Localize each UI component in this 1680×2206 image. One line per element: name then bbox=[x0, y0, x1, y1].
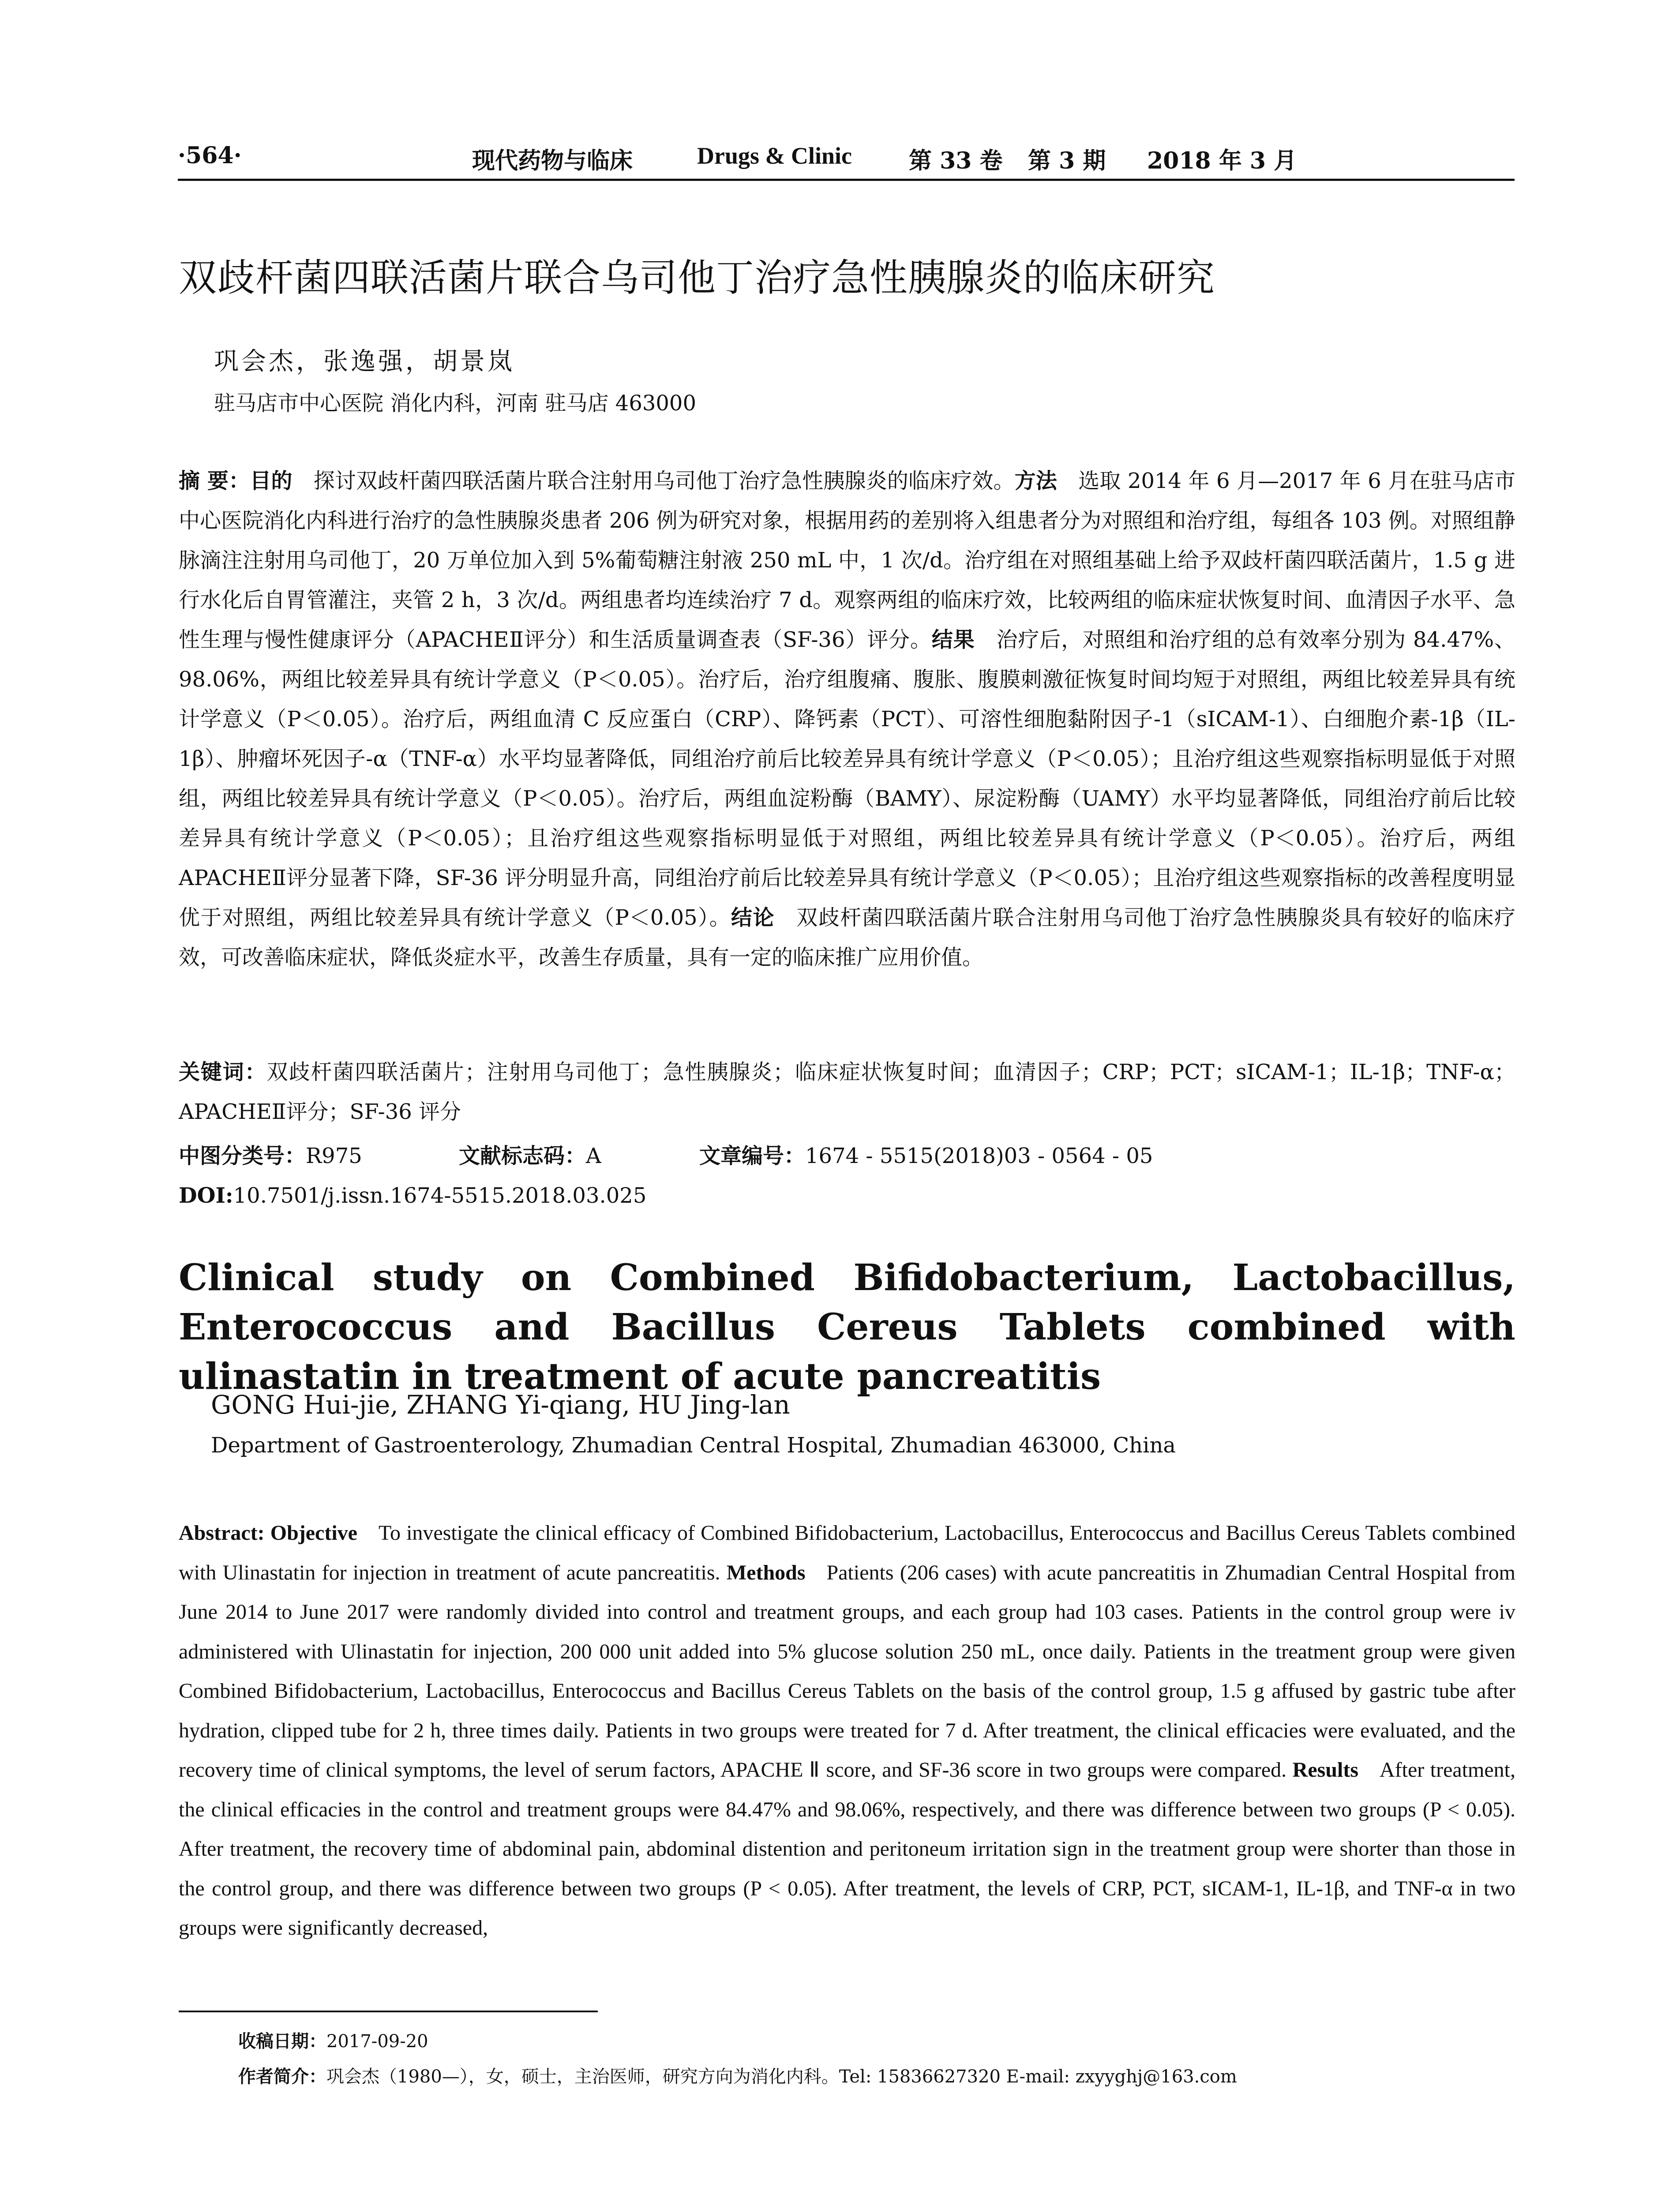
methods-label-en: Methods bbox=[726, 1561, 806, 1584]
author-bio-label: 作者简介： bbox=[238, 2067, 326, 2087]
abstract-cn-label: 摘 要： bbox=[179, 469, 250, 493]
document-code-line bbox=[459, 1136, 601, 1176]
abstract-en-label: Abstract: bbox=[179, 1521, 265, 1545]
received-date bbox=[238, 2027, 428, 2052]
keywords-text: 双歧杆菌四联活菌片；注射用乌司他丁；急性胰腺炎；临床症状恢复时间；血清因子；CRP；PCT；sICAM-1；IL-1β；TNF-α；APACHEⅡ评分；SF-36 评分 bbox=[179, 1060, 1515, 1124]
objective-label-cn: 目的 bbox=[250, 469, 292, 493]
article-number-line bbox=[699, 1136, 1153, 1176]
article-number-value: 1674 - 5515(2018)03 - 0564 - 05 bbox=[805, 1144, 1153, 1168]
abstract-cn bbox=[179, 461, 1515, 977]
document-code-label: 文献标志码： bbox=[459, 1144, 586, 1168]
methods-text-cn: 选取 2014 年 6 月—2017 年 6 月在驻马店市中心医院消化内科进行治疗的急性胰腺炎患者 206 例为研究对象，根据用药的差别将入组患者分为对照组和治疗组，每组各 103 例。对照组静脉滴注注射用乌司他丁，20 万单位加入到 5%葡萄糖注射液 250 mL 中，1 次/d。治疗组在对照组基础上给予双歧杆菌四联活菌片，1.5 g 进行水化后自胃管灌注，夹管 2 h，3 次/d。两组患者均连续治疗 7 d。观察两组的临床疗效，比较两组的临床症状恢复时间、血清因子水平、急性生理与慢性健康评分（APACHEⅡ评分）和生活质量调查表（SF-36）评分。 bbox=[179, 469, 1515, 652]
authors-en: GONG Hui-jie, ZHANG Yi-qiang, HU Jing-lan bbox=[211, 1390, 790, 1420]
document-code-value: A bbox=[586, 1144, 601, 1168]
results-label-en: Results bbox=[1292, 1758, 1359, 1782]
affiliation-en: Department of Gastroenterology, Zhumadian Central Hospital, Zhumadian 463000, China bbox=[211, 1433, 1176, 1458]
objective-label-en: Objective bbox=[270, 1521, 357, 1545]
methods-text-en: Patients (206 cases) with acute pancreatitis in Zhumadian Central Hospital from June 2014 to June 2017 were randomly divided into control and treatment groups, and each group had 103 cases. Patients in the control group were iv administered with Ulinastatin for injection, 200 000 unit added into 5% glucose solution 250 mL, once daily. Patients in the treatment group were given Combined Bifidobacterium, Lactobacillus, Enterococcus and Bacillus Cereus Tablets on the basis of the control group, 1.5 g affused by gastric tube after hydration, clipped tube for 2 h, three times daily. Patients in two groups were treated for 7 d. After treatment, the clinical efficacies were evaluated, and the recovery time of clinical symptoms, the level of serum factors, APACHE Ⅱ score, and SF-36 score in two groups were compared. bbox=[179, 1561, 1515, 1782]
objective-text-cn: 探讨双歧杆菌四联活菌片联合注射用乌司他丁治疗急性胰腺炎的临床疗效。 bbox=[313, 469, 1015, 493]
author-bio-text: 巩会杰（1980—），女，硕士，主治医师，研究方向为消化内科。Tel: 15836627320 E-mail: zxyyghj@163.com bbox=[326, 2067, 1237, 2087]
page-number: ·564· bbox=[178, 142, 242, 169]
results-text-en: After treatment, the clinical efficacies in the control and treatment groups were 84.47% and 98.06%, respectively, and there was difference between two groups (P < 0.05). After treatment, the recovery time of abdominal pain, abdominal distention and peritoneum irritation sign in the treatment group were shorter than those in the control group, and there was difference between two groups (P < 0.05). After treatment, the levels of CRP, PCT, sICAM-1, IL-1β, and TNF-α in two groups were significantly decreased, bbox=[179, 1758, 1516, 1940]
doi-label: DOI: bbox=[179, 1183, 233, 1208]
article-title-en: Clinical study on Combined Bifidobacterium, Lactobacillus, Enterococcus and Bacillus Cereus Tablets combined with ulinastatin in treatment of acute pancreatitis bbox=[179, 1257, 1515, 1398]
clc-value: R975 bbox=[306, 1144, 362, 1168]
header-rule bbox=[178, 179, 1515, 181]
conclusion-text-cn: 双歧杆菌四联活菌片联合注射用乌司他丁治疗急性胰腺炎具有较好的临床疗效，可改善临床症状，降低炎症水平，改善生存质量，具有一定的临床推广应用价值。 bbox=[179, 905, 1515, 970]
article-number-label: 文章编号： bbox=[699, 1144, 806, 1168]
results-text-cn: 治疗后，对照组和治疗组的总有效率分别为 84.47%、98.06%，两组比较差异具有统计学意义（P＜0.05）。治疗后，治疗组腹痛、腹胀、腹膜刺激征恢复时间均短于对照组，两组比较差异具有统计学意义（P＜0.05）。治疗后，两组血清 C 反应蛋白（CRP）、降钙素（PCT）、可溶性细胞黏附因子-1（sICAM-1）、白细胞介素-1β（IL-1β）、肿瘤坏死因子-α（TNF-α）水平均显著降低，同组治疗前后比较差异具有统计学意义（P＜0.05）；且治疗组这些观察指标明显低于对照组，两组比较差异具有统计学意义（P＜0.05）。治疗后，两组血淀粉酶（BAMY）、尿淀粉酶（UAMY）水平均显著降低，同组治疗前后比较差异具有统计学意义（P＜0.05）；且治疗组这些观察指标明显低于对照组，两组比较差异具有统计学意义（P＜0.05）。治疗后，两组 APACHEⅡ评分显著下降，SF-36 评分明显升高，同组治疗前后比较差异具有统计学意义（P＜0.05）；且治疗组这些观察指标的改善程度明显优于对照组，两组比较差异具有统计学意义（P＜0.05）。 bbox=[179, 627, 1515, 930]
authors-cn: 巩会杰，张逸强，胡景岚 bbox=[214, 347, 515, 376]
classification-line bbox=[179, 1136, 362, 1176]
clc-label: 中图分类号： bbox=[179, 1144, 306, 1168]
keywords-cn bbox=[179, 1052, 1515, 1132]
author-bio bbox=[238, 2063, 1237, 2088]
footnote-rule bbox=[179, 2011, 598, 2012]
journal-name-cn: 现代药物与临床 bbox=[472, 148, 633, 174]
results-label-cn: 结果 bbox=[931, 627, 975, 652]
abstract-en bbox=[179, 1513, 1515, 1948]
journal-name-en: Drugs & Clinic bbox=[697, 143, 852, 169]
received-label: 收稿日期： bbox=[238, 2031, 326, 2052]
methods-label-cn: 方法 bbox=[1014, 469, 1058, 493]
doi-line bbox=[179, 1176, 646, 1216]
conclusion-label-cn: 结论 bbox=[731, 905, 775, 930]
doi-value[interactable]: 10.7501/j.issn.1674-5515.2018.03.025 bbox=[233, 1183, 647, 1208]
article-title-cn: 双歧杆菌四联活菌片联合乌司他丁治疗急性胰腺炎的临床研究 bbox=[179, 256, 1215, 300]
affiliation-cn: 驻马店市中心医院 消化内科，河南 驻马店 463000 bbox=[214, 391, 697, 416]
issue-label: 第 3 期 bbox=[1028, 147, 1106, 174]
objective-text-en: To investigate the clinical efficacy of Combined Bifidobacterium, Lactobacillus, Enterococcus and Bacillus Cereus Tablets combined with Ulinastatin for injection in treatment of acute pancreatitis. bbox=[179, 1521, 1515, 1584]
keywords-label: 关键词： bbox=[179, 1060, 267, 1084]
issue-date: 2018 年 3 月 bbox=[1147, 147, 1297, 174]
volume-label: 第 33 卷 bbox=[909, 147, 1003, 174]
received-value: 2017-09-20 bbox=[326, 2031, 428, 2052]
